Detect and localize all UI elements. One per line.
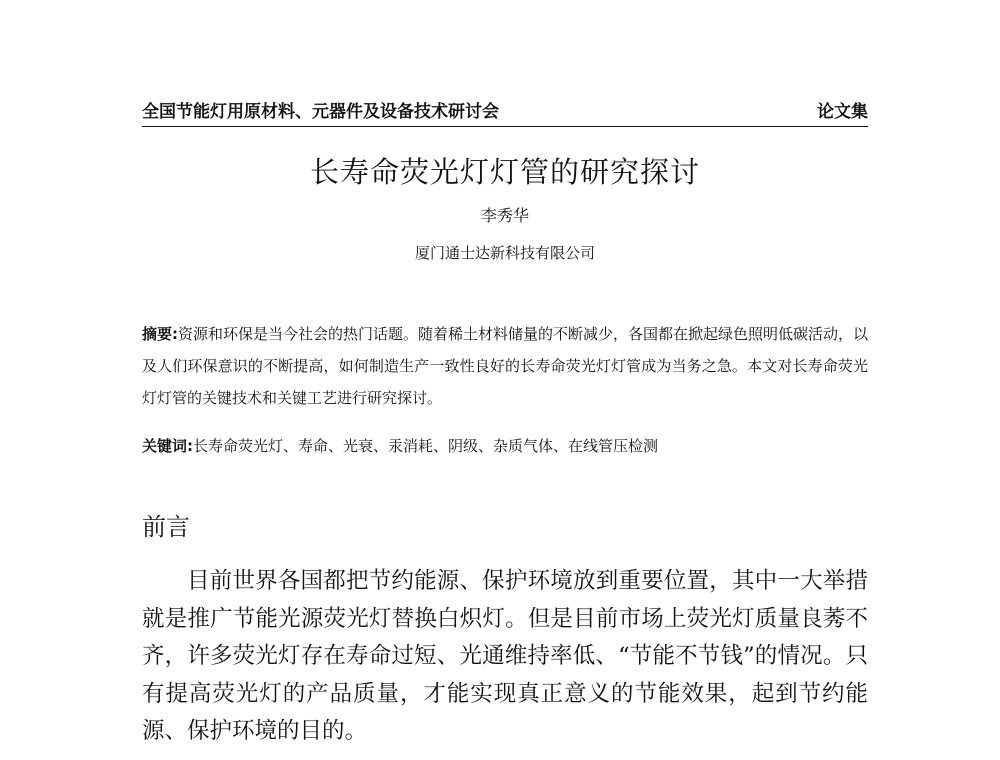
running-header — [142, 101, 868, 123]
body-paragraph: 目前世界各国都把节约能源、保护环境放到重要位置，其中一大举措就是推广节能光源荧光灯替换白炽灯。但是目前市场上荧光灯质量良莠不齐，许多荧光灯存在寿命过短、光通维持率低、“节能不节钱”的情况。只有提高荧光灯的产品质量，才能实现真正意义的节能效果，起到节约能源、保护环境的目的。 — [142, 568, 868, 744]
author-affiliation: 厦门通士达新科技有限公司 — [414, 244, 595, 262]
conference-name: 全国节能灯用原材料、元器件及设备技术研讨会 — [142, 102, 499, 122]
keywords-text: 长寿命荧光灯、寿命、光衰、汞消耗、阴级、杂质气体、在线管压检测 — [193, 437, 659, 455]
paper-title: 长寿命荧光灯灯管的研究探讨 — [309, 155, 700, 189]
collection-label: 论文集 — [817, 102, 868, 122]
header-rule — [142, 126, 868, 127]
author-name: 李秀华 — [480, 206, 529, 225]
section-heading: 前言 — [142, 513, 190, 541]
keywords — [142, 432, 868, 460]
abstract-label: 摘要: — [142, 325, 178, 343]
abstract — [142, 318, 868, 414]
keywords-label: 关键词: — [142, 437, 193, 455]
abstract-text: 资源和环保是当今社会的热门话题。随着稀土材料储量的不断减少，各国都在掀起绿色照明低碳活动，以及人们环保意识的不断提高，如何制造生产一致性良好的长寿命荧光灯灯管成为当务之急。本文对长寿命荧光灯灯管的关键技术和关键工艺进行研究探讨。 — [142, 325, 869, 407]
